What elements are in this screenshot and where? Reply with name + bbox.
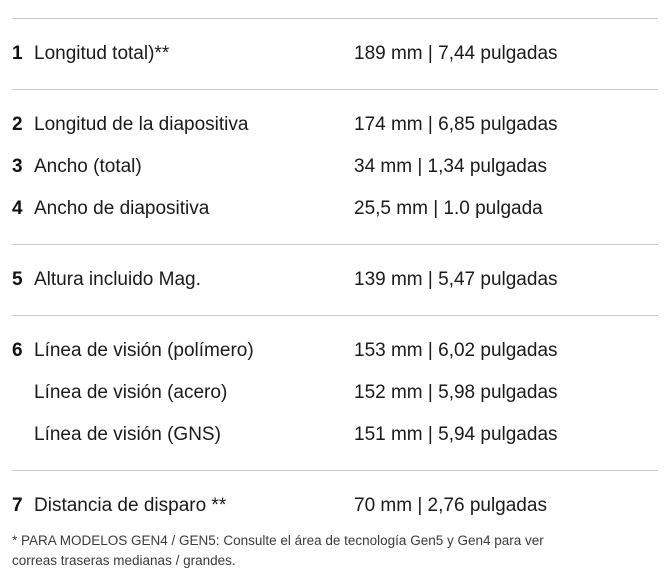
footnote-line-2: correas traseras medianas / grandes. [12,553,236,568]
row-value: 70 mm | 2,76 pulgadas [354,495,547,516]
spacer [0,456,670,470]
row-number: 1 [12,43,23,64]
row-number: 7 [12,495,23,516]
spacer [0,471,670,485]
row-number: 5 [12,269,23,290]
spec-group [0,471,670,527]
row-value: 153 mm | 6,02 pulgadas [354,340,558,361]
spacer [0,19,670,33]
row-value: 174 mm | 6,85 pulgadas [354,114,558,135]
footnote [0,527,670,571]
spacer [0,316,670,330]
spec-group [0,245,670,315]
spacer [0,90,670,104]
table-row [0,414,670,456]
row-value: 151 mm | 5,94 pulgadas [354,424,558,445]
table-row [0,372,670,414]
row-label: Altura incluido Mag. [34,269,201,290]
row-value: 34 mm | 1,34 pulgadas [354,156,547,177]
row-number: 4 [12,198,23,219]
spacer [0,75,670,89]
footnote-line-1: * PARA MODELOS GEN4 / GEN5: Consulte el área de tecnología Gen5 y Gen4 para ver [12,533,544,548]
row-label: Ancho (total) [34,156,142,177]
row-label: Línea de visión (GNS) [34,424,221,445]
row-label: Distancia de disparo ** [34,495,227,516]
row-value: 189 mm | 7,44 pulgadas [354,43,558,64]
spacer [0,230,670,244]
table-row [0,146,670,188]
row-value: 152 mm | 5,98 pulgadas [354,382,558,403]
row-label: Línea de visión (acero) [34,382,228,403]
table-row [0,188,670,230]
spacer [0,245,670,259]
table-row [0,33,670,75]
row-number: 3 [12,156,23,177]
row-value: 25,5 mm | 1.0 pulgada [354,198,543,219]
spec-group [0,316,670,470]
row-label: Longitud total)** [34,43,170,64]
row-number: 6 [12,340,23,361]
row-label: Línea de visión (polímero) [34,340,254,361]
table-row [0,104,670,146]
table-row [0,485,670,527]
row-number: 2 [12,114,23,135]
spec-group [0,90,670,244]
table-row [0,330,670,372]
row-label: Ancho de diapositiva [34,198,210,219]
row-value: 139 mm | 5,47 pulgadas [354,269,558,290]
spec-group [0,19,670,89]
table-row [0,259,670,301]
row-label: Longitud de la diapositiva [34,114,249,135]
spacer [0,301,670,315]
